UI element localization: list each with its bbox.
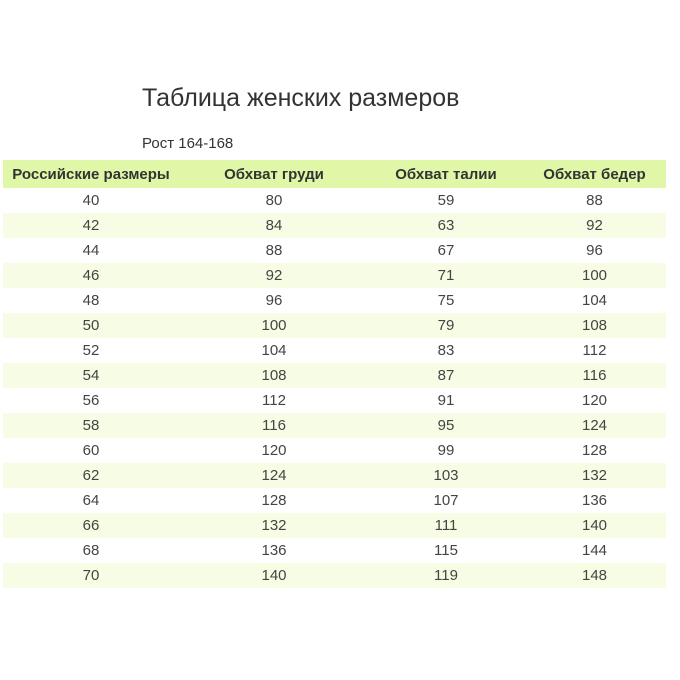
cell-russian-size: 46 xyxy=(3,263,179,288)
cell-waist: 99 xyxy=(369,438,523,463)
cell-waist: 59 xyxy=(369,188,523,213)
cell-bust: 100 xyxy=(179,313,369,338)
cell-bust: 124 xyxy=(179,463,369,488)
cell-waist: 119 xyxy=(369,563,523,588)
cell-russian-size: 62 xyxy=(3,463,179,488)
cell-waist: 79 xyxy=(369,313,523,338)
table-row xyxy=(3,238,666,263)
cell-russian-size: 50 xyxy=(3,313,179,338)
cell-waist: 103 xyxy=(369,463,523,488)
cell-russian-size: 64 xyxy=(3,488,179,513)
cell-russian-size: 40 xyxy=(3,188,179,213)
table-row xyxy=(3,288,666,313)
cell-bust: 80 xyxy=(179,188,369,213)
cell-bust: 116 xyxy=(179,413,369,438)
cell-bust: 84 xyxy=(179,213,369,238)
table-row xyxy=(3,213,666,238)
table-row xyxy=(3,488,666,513)
cell-hips: 132 xyxy=(523,463,666,488)
cell-bust: 128 xyxy=(179,488,369,513)
cell-russian-size: 56 xyxy=(3,388,179,413)
cell-russian-size: 58 xyxy=(3,413,179,438)
table-row xyxy=(3,438,666,463)
cell-bust: 140 xyxy=(179,563,369,588)
header-russian-size: Российские размеры xyxy=(3,160,179,188)
cell-hips: 124 xyxy=(523,413,666,438)
cell-waist: 63 xyxy=(369,213,523,238)
cell-hips: 136 xyxy=(523,488,666,513)
cell-hips: 140 xyxy=(523,513,666,538)
cell-waist: 95 xyxy=(369,413,523,438)
cell-russian-size: 70 xyxy=(3,563,179,588)
cell-bust: 104 xyxy=(179,338,369,363)
cell-hips: 120 xyxy=(523,388,666,413)
cell-bust: 112 xyxy=(179,388,369,413)
cell-russian-size: 66 xyxy=(3,513,179,538)
table-row xyxy=(3,313,666,338)
cell-hips: 128 xyxy=(523,438,666,463)
cell-waist: 75 xyxy=(369,288,523,313)
cell-bust: 132 xyxy=(179,513,369,538)
cell-hips: 88 xyxy=(523,188,666,213)
cell-hips: 144 xyxy=(523,538,666,563)
page-title: Таблица женских размеров xyxy=(142,84,460,112)
cell-russian-size: 68 xyxy=(3,538,179,563)
cell-hips: 92 xyxy=(523,213,666,238)
height-subtitle: Рост 164-168 xyxy=(142,135,234,152)
table-row xyxy=(3,388,666,413)
cell-bust: 120 xyxy=(179,438,369,463)
cell-waist: 87 xyxy=(369,363,523,388)
header-hips: Обхват бедер xyxy=(523,160,666,188)
cell-hips: 96 xyxy=(523,238,666,263)
cell-bust: 108 xyxy=(179,363,369,388)
cell-hips: 148 xyxy=(523,563,666,588)
cell-russian-size: 48 xyxy=(3,288,179,313)
table-row xyxy=(3,413,666,438)
table-row xyxy=(3,538,666,563)
cell-russian-size: 42 xyxy=(3,213,179,238)
table-row xyxy=(3,513,666,538)
table-row xyxy=(3,563,666,588)
table-header-row xyxy=(3,160,666,188)
cell-russian-size: 44 xyxy=(3,238,179,263)
cell-hips: 112 xyxy=(523,338,666,363)
table-row xyxy=(3,188,666,213)
cell-waist: 91 xyxy=(369,388,523,413)
table-row xyxy=(3,263,666,288)
cell-hips: 104 xyxy=(523,288,666,313)
table-row xyxy=(3,363,666,388)
header-waist: Обхват талии xyxy=(369,160,523,188)
size-table xyxy=(3,160,666,588)
table-row xyxy=(3,463,666,488)
cell-waist: 71 xyxy=(369,263,523,288)
cell-bust: 96 xyxy=(179,288,369,313)
cell-russian-size: 54 xyxy=(3,363,179,388)
cell-russian-size: 60 xyxy=(3,438,179,463)
cell-bust: 136 xyxy=(179,538,369,563)
cell-waist: 107 xyxy=(369,488,523,513)
cell-waist: 115 xyxy=(369,538,523,563)
header-bust: Обхват груди xyxy=(179,160,369,188)
table-row xyxy=(3,338,666,363)
cell-russian-size: 52 xyxy=(3,338,179,363)
cell-hips: 116 xyxy=(523,363,666,388)
cell-bust: 88 xyxy=(179,238,369,263)
cell-waist: 67 xyxy=(369,238,523,263)
cell-hips: 108 xyxy=(523,313,666,338)
cell-bust: 92 xyxy=(179,263,369,288)
cell-hips: 100 xyxy=(523,263,666,288)
cell-waist: 83 xyxy=(369,338,523,363)
cell-waist: 111 xyxy=(369,513,523,538)
